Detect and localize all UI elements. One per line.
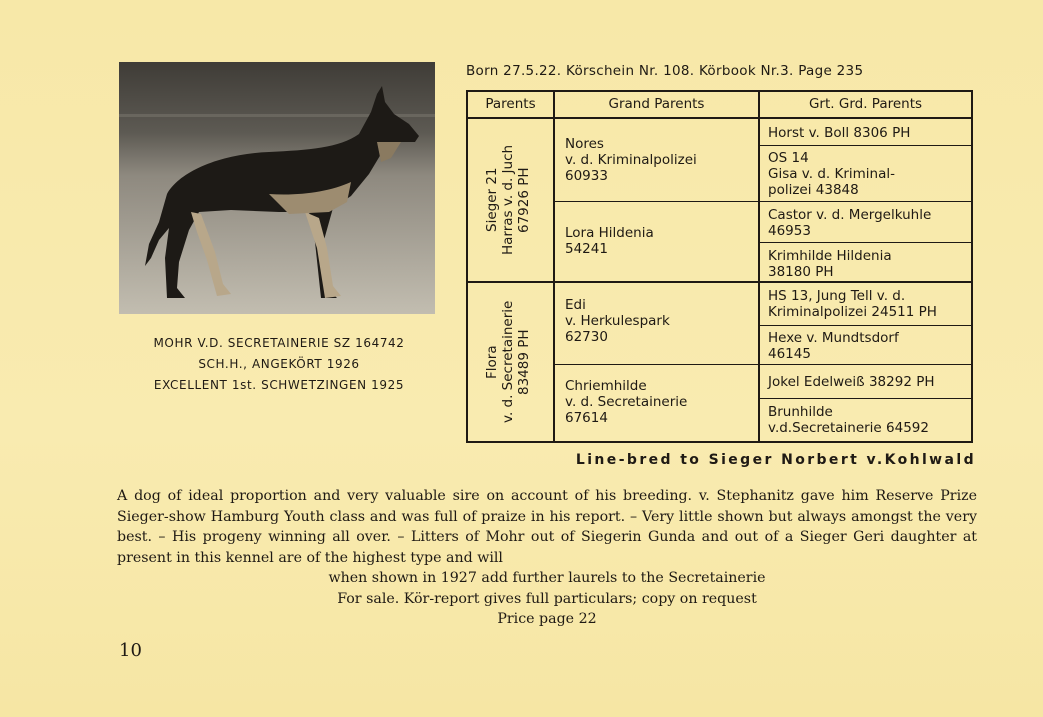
great-grand-parent-2-line-1: OS 14: [768, 150, 809, 166]
born-line: Born 27.5.22. Körschein Nr. 108. Körbook Nr.3. Page 235: [466, 63, 864, 79]
great-grand-parent-1: [768, 125, 910, 141]
header-great-grand-parents: Grt. Grd. Parents: [808, 96, 923, 112]
photo-caption: [112, 333, 446, 396]
great-grand-parent-3-line-2: 46953: [768, 223, 811, 239]
great-grand-parent-7-line-1: Jokel Edelweiß 38292 PH: [768, 374, 935, 390]
description-line-for-sale: For sale. Kör-report gives full particulars; copy on request: [337, 590, 757, 607]
great-grand-parent-8-line-1: Brunhilde: [768, 404, 833, 420]
great-grand-parent-5: [768, 288, 937, 320]
great-grand-parent-4-line-2: 38180 PH: [768, 264, 834, 280]
great-grand-parent-5-line-2: Kriminalpolizei 24511 PH: [768, 304, 937, 320]
grand-parent-2: [565, 225, 654, 257]
grand-parent-2-line-1: Lora Hildenia: [565, 225, 654, 241]
great-grand-parent-3: [768, 207, 931, 239]
grand-parent-4: [565, 378, 687, 426]
great-grand-parent-6: [768, 330, 899, 362]
great-grand-parent-2-line-2: Gisa v. d. Kriminal-: [768, 166, 895, 182]
grand-parent-3-line-3: 62730: [565, 329, 608, 345]
description-paragraph: A dog of ideal proportion and very valuable sire on account of his breeding. v. Stephanitz gave him Reserve Prize Sieger-show Hamburg Youth class and was full of praize in his report. – Very little shown but always amongst the very best. – His progeny winning all over. – Litters of Mohr out of Siegerin Gunda and out of a Sieger Geri daughter at present in this kennel are of the highest type and will: [117, 488, 977, 566]
great-grand-parent-4: [768, 248, 892, 280]
great-grand-parent-4-line-1: Krimhilde Hildenia: [768, 248, 892, 264]
pedigree-table: [466, 90, 973, 443]
grand-parent-2-line-2: 54241: [565, 241, 608, 257]
description-text: [117, 486, 977, 630]
header-parents: Parents: [485, 96, 536, 112]
parent-dam-line-3: 83489 PH: [516, 329, 532, 395]
caption-line-3: EXCELLENT 1st. SCHWETZINGEN 1925: [153, 378, 405, 392]
parent-dam-line-2: v. d. Secretainerie: [500, 300, 516, 424]
caption-line-2: SCH.H., ANGEKÖRT 1926: [198, 357, 360, 371]
parent-dam: [484, 288, 538, 436]
grand-parent-1-line-3: 60933: [565, 168, 608, 184]
grand-parent-3: [565, 297, 670, 345]
great-grand-parent-2-line-3: polizei 43848: [768, 182, 859, 198]
grand-parent-4-line-1: Chriemhilde: [565, 378, 647, 394]
dog-silhouette-image: [119, 62, 435, 314]
grand-parent-3-line-1: Edi: [565, 297, 586, 313]
grand-parent-4-line-2: v. d. Secretainerie: [565, 394, 688, 410]
great-grand-parent-8: [768, 404, 929, 436]
grand-parent-3-line-2: v. Herkulespark: [565, 313, 670, 329]
great-grand-parent-3-line-1: Castor v. d. Mergelkuhle: [768, 207, 932, 223]
page-number: 10: [119, 640, 142, 661]
great-grand-parent-1-line-1: Horst v. Boll 8306 PH: [768, 125, 911, 141]
great-grand-parent-2: [768, 150, 895, 198]
parent-sire-line-2: Harras v. d. Juch: [500, 144, 516, 256]
grand-parent-4-line-3: 67614: [565, 410, 608, 426]
great-grand-parent-6-line-1: Hexe v. Mundtsdorf: [768, 330, 899, 346]
parent-sire-line-1: Sieger 21: [484, 167, 500, 233]
grand-parent-1-line-2: v. d. Kriminalpolizei: [565, 152, 697, 168]
great-grand-parent-7: [768, 374, 935, 390]
grand-parent-1: [565, 136, 697, 184]
parent-sire: [484, 126, 538, 274]
grand-parent-1-line-1: Nores: [565, 136, 604, 152]
header-grand-parents: Grand Parents: [608, 96, 705, 112]
parent-dam-line-1: Flora: [484, 345, 500, 379]
description-line-price: Price page 22: [497, 611, 597, 627]
great-grand-parent-5-line-1: HS 13, Jung Tell v. d.: [768, 288, 906, 304]
caption-line-1: MOHR V.D. SECRETAINERIE SZ 164742: [153, 336, 405, 350]
parent-sire-line-3: 67926 PH: [516, 167, 532, 233]
great-grand-parent-8-line-2: v.d.Secretainerie 64592: [768, 420, 929, 436]
line-bred-heading: Line-bred to Sieger Norbert v.Kohlwald: [575, 452, 976, 468]
description-line-shown-1927: when shown in 1927 add further laurels to the Secretainerie: [328, 570, 766, 586]
great-grand-parent-6-line-2: 46145: [768, 346, 811, 362]
dog-photo: [119, 62, 435, 314]
